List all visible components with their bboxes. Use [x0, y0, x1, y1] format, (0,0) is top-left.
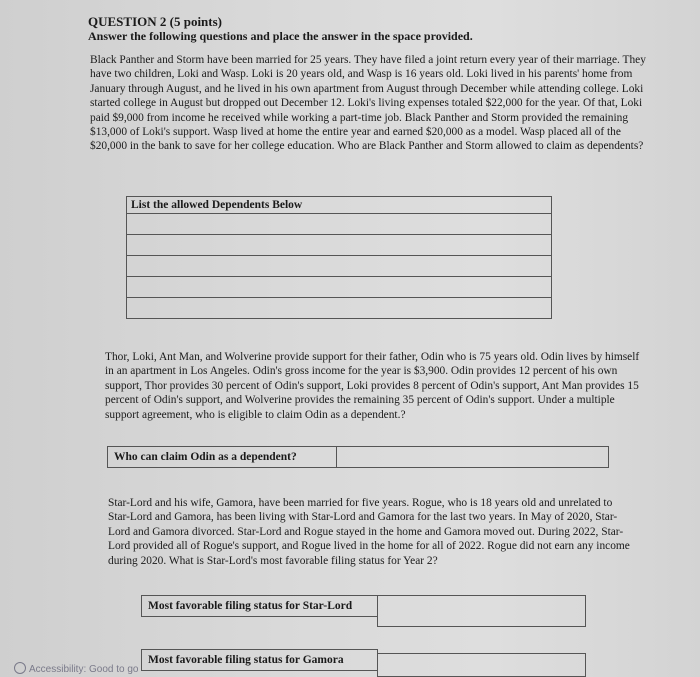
part1-paragraph: Black Panther and Storm have been married for 25 years. They have filed a joint return every year of their marriage. They have two children, Loki and Wasp. Loki is 20 years old, and Wasp is 16 years old. Loki lived in his parents' home from January through August, and he lived in his own apartment from August through December while attending college. Loki started college in August but dropped out December 12. Loki's living expenses totaled $22,000 for the year. Of that, Loki paid $9,000 from income he received while working a part-time job. Black Panther and Storm provided the remaining $13,000 of Loki's support. Wasp lived at home the entire year and earned $20,000 as a model. Wasp placed all of the $20,000 in the bank to save for her college education. Who are Black Panther and Storm allowed to claim as dependents?	[90, 54, 646, 153]
dependents-table-header: List the allowed Dependents Below	[127, 197, 552, 214]
star-lord-status-answer-box[interactable]	[377, 595, 586, 627]
part2-paragraph: Thor, Loki, Ant Man, and Wolverine provide support for their father, Odin who is 75 years old. Odin lives by himself in an apartment in Los Angeles. Odin's gross income for the year is $3,900. Odin provides 12 percent of his own support, Thor provides 30 percent of Odin's support, Loki provides 8 percent of Odin's support, Ant Man provides 15 percent of Odin's support, and Wolverine provides the remaining 35 percent of Odin's support. Under a multiple support agreement, who is eligible to claim Odin as a dependent.?	[105, 351, 640, 421]
dependents-answer-row[interactable]	[127, 277, 552, 298]
star-lord-status-label: Most favorable filing status for Star-Lord	[141, 595, 378, 617]
accessibility-indicator[interactable]	[14, 662, 139, 675]
dependents-answer-row[interactable]	[127, 235, 552, 256]
dependents-answer-row[interactable]	[127, 214, 552, 235]
accessibility-icon	[14, 662, 26, 674]
question-title: QUESTION 2 (5 points)	[88, 14, 222, 29]
dependents-answer-row[interactable]	[127, 256, 552, 277]
question-instructions: Answer the following questions and place the answer in the space provided.	[88, 29, 473, 43]
part3-paragraph: Star-Lord and his wife, Gamora, have been married for five years. Rogue, who is 18 years old and unrelated to Star-Lord and Gamora, has been living with Star-Lord and Gamora for the last two years. In May of 2020, Star-Lord and Gamora divorced. Star-Lord and Rogue stayed in the home and Gamora moved out. During 2022, Star-Lord provided all of Rogue's support, and Rogue lived in the home for all of 2022. Rogue did not earn any income during 2020. What is Star-Lord's most favorable filing status for Year 2?	[108, 497, 630, 567]
gamora-status-label: Most favorable filing status for Gamora	[141, 649, 378, 671]
dependents-answer-row[interactable]	[127, 298, 552, 319]
odin-claim-label: Who can claim Odin as a dependent?	[107, 446, 337, 468]
dependents-table	[126, 196, 552, 319]
accessibility-text: Accessibility: Good to go	[29, 664, 139, 675]
gamora-status-answer-box[interactable]	[377, 653, 586, 677]
odin-claim-answer-box[interactable]	[336, 446, 609, 468]
